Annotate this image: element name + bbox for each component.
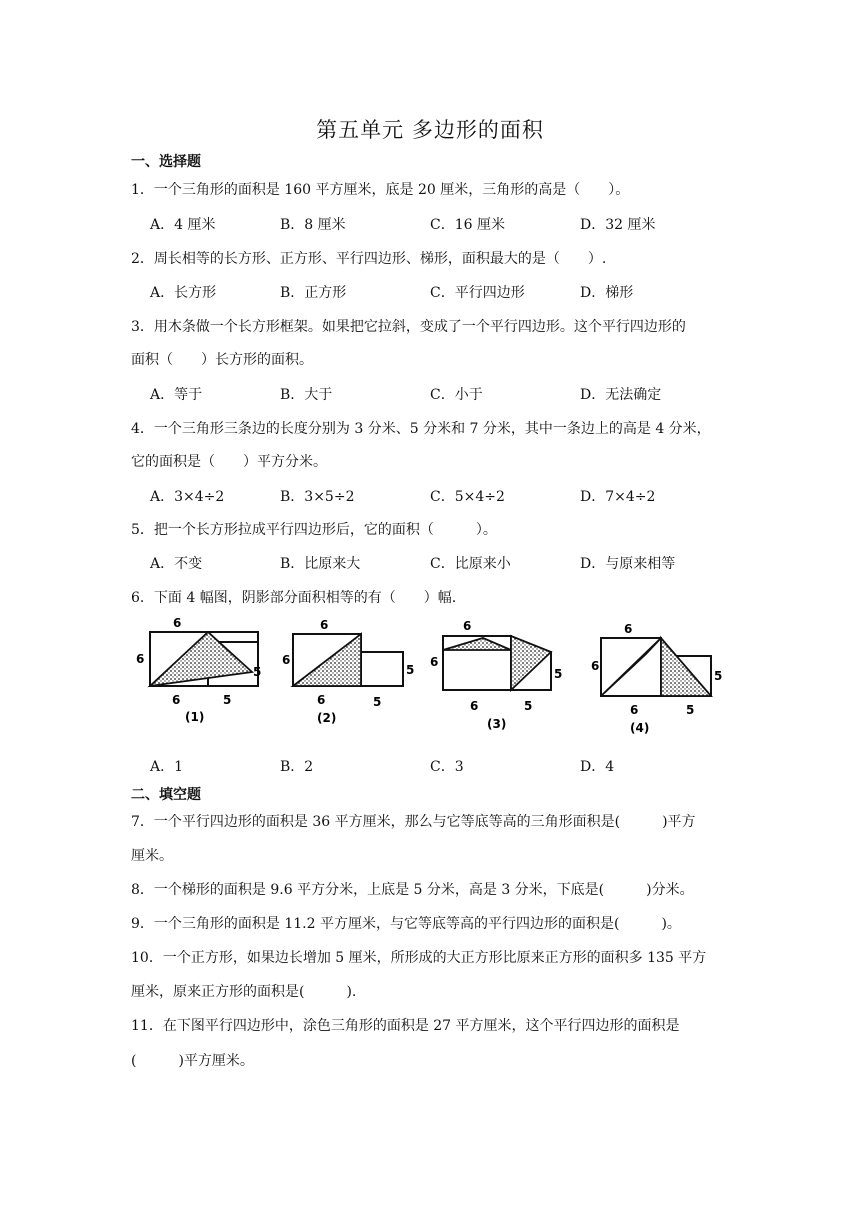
question-6-option-b: B．2 bbox=[280, 759, 314, 775]
question-3-option-a: A．等于 bbox=[150, 387, 203, 403]
figure-2-label-right: 5 bbox=[406, 663, 415, 677]
question-6-option-d: D．4 bbox=[580, 759, 615, 775]
figure-3-label-bottom-6: 6 bbox=[470, 699, 479, 713]
question-1-option-c: C．16 厘米 bbox=[430, 217, 505, 233]
question-3-text-line1: 3．用木条做一个长方形框架。如果把它拉斜，变成了一个平行四边形。这个平行四边形的 bbox=[131, 319, 686, 335]
figure-3 bbox=[430, 619, 562, 731]
question-3-option-b: B．大于 bbox=[280, 387, 333, 403]
question-7-text-line1: 7．一个平行四边形的面积是 36 平方厘米，那么与它等底等高的三角形面积是( )平方 bbox=[131, 814, 696, 830]
figure-1 bbox=[136, 616, 261, 724]
figure-2-label-left: 6 bbox=[282, 653, 291, 667]
question-4-text-line1: 4．一个三角形三条边的长度分别为 3 分米、5 分米和 7 分米，其中一条边上的高是 4 分米， bbox=[131, 421, 711, 437]
question-2-option-b: B．正方形 bbox=[280, 285, 347, 301]
question-2-option-c: C．平行四边形 bbox=[430, 285, 525, 301]
question-2-option-d: D．梯形 bbox=[580, 285, 634, 301]
question-5-text: 5．把一个长方形拉成平行四边形后，它的面积（ ）。 bbox=[131, 522, 497, 538]
figure-1-label-right: 5 bbox=[253, 665, 262, 679]
figure-3-label-right: 5 bbox=[554, 667, 563, 681]
question-5-option-c: C．比原来小 bbox=[430, 556, 511, 572]
figure-4-label-top: 6 bbox=[624, 622, 633, 636]
question-5-option-d: D．与原来相等 bbox=[580, 556, 676, 572]
figure-3-label-bottom-5: 5 bbox=[524, 699, 533, 713]
question-6-option-c: C．3 bbox=[430, 759, 464, 775]
question-1-option-d: D．32 厘米 bbox=[580, 217, 656, 233]
figure-4-label-bottom-5: 5 bbox=[686, 703, 695, 717]
question-5-option-a: A．不变 bbox=[150, 556, 203, 572]
question-4-option-a: A．3×4÷2 bbox=[150, 489, 225, 505]
question-2-option-a: A．长方形 bbox=[150, 285, 217, 301]
question-1-text: 1．一个三角形的面积是 160 平方厘米，底是 20 厘米，三角形的高是（ ）。 bbox=[131, 182, 630, 198]
question-6-option-a: A．1 bbox=[150, 759, 184, 775]
question-1-option-b: B．8 厘米 bbox=[280, 217, 346, 233]
question-10-text-line1: 10．一个正方形，如果边长增加 5 厘米，所形成的大正方形比原来正方形的面积多 135 平方 bbox=[131, 950, 707, 966]
question-11-text-line1: 11．在下图平行四边形中，涂色三角形的面积是 27 平方厘米，这个平行四边形的面积是 bbox=[131, 1018, 680, 1034]
question-4-option-d: D．7×4÷2 bbox=[580, 489, 656, 505]
figure-1-caption: (1) bbox=[185, 710, 205, 724]
question-9-text: 9．一个三角形的面积是 11.2 平方厘米，与它等底等高的平行四边形的面积是( )。 bbox=[131, 916, 681, 932]
question-11-text-line2: ( )平方厘米。 bbox=[131, 1053, 254, 1069]
figure-3-label-left: 6 bbox=[430, 655, 439, 669]
figure-2 bbox=[282, 618, 414, 725]
question-3-text-line2: 面积（ ）长方形的面积。 bbox=[131, 352, 313, 368]
figure-2-label-bottom-5: 5 bbox=[373, 695, 382, 709]
question-3-option-d: D．无法确定 bbox=[580, 387, 662, 403]
question-5-option-b: B．比原来大 bbox=[280, 556, 361, 572]
figure-4-caption: (4) bbox=[630, 721, 650, 735]
figure-2-label-top: 6 bbox=[320, 618, 329, 632]
question-1-option-a: A．4 厘米 bbox=[150, 217, 216, 233]
question-4-option-b: B．3×5÷2 bbox=[280, 489, 355, 505]
figure-1-label-top: 6 bbox=[173, 616, 182, 630]
page-title: 第五单元 多边形的面积 bbox=[316, 118, 544, 142]
question-6-figure bbox=[130, 614, 730, 748]
figure-1-label-bottom-6: 6 bbox=[172, 693, 181, 707]
figure-4 bbox=[591, 622, 722, 735]
question-4-text-line2: 它的面积是（ ）平方分米。 bbox=[131, 454, 327, 470]
question-4-option-c: C．5×4÷2 bbox=[430, 489, 505, 505]
section-heading-choice: 一、选择题 bbox=[131, 154, 201, 170]
question-2-text: 2．周长相等的长方形、正方形、平行四边形、梯形，面积最大的是（ ）. bbox=[131, 251, 607, 267]
question-6-text: 6．下面 4 幅图，阴影部分面积相等的有（ ）幅. bbox=[131, 590, 457, 606]
figure-4-label-right: 5 bbox=[714, 669, 723, 683]
question-3-option-c: C．小于 bbox=[430, 387, 483, 403]
figure-1-label-bottom-5: 5 bbox=[223, 693, 232, 707]
section-heading-fill: 二、填空题 bbox=[131, 787, 201, 803]
question-8-text: 8．一个梯形的面积是 9.6 平方分米，上底是 5 分米，高是 3 分米，下底是( )分米。 bbox=[131, 882, 694, 898]
figure-1-label-left: 6 bbox=[136, 652, 145, 666]
question-7-text-line2: 厘米。 bbox=[131, 848, 173, 864]
figure-3-caption: (3) bbox=[487, 717, 507, 731]
figure-4-label-left: 6 bbox=[591, 659, 600, 673]
figure-3-label-top: 6 bbox=[463, 619, 472, 633]
figure-2-caption: (2) bbox=[317, 711, 337, 725]
question-10-text-line2: 厘米，原来正方形的面积是( ). bbox=[131, 984, 357, 1000]
figure-4-label-bottom-6: 6 bbox=[630, 703, 639, 717]
figure-2-label-bottom-6: 6 bbox=[317, 693, 326, 707]
